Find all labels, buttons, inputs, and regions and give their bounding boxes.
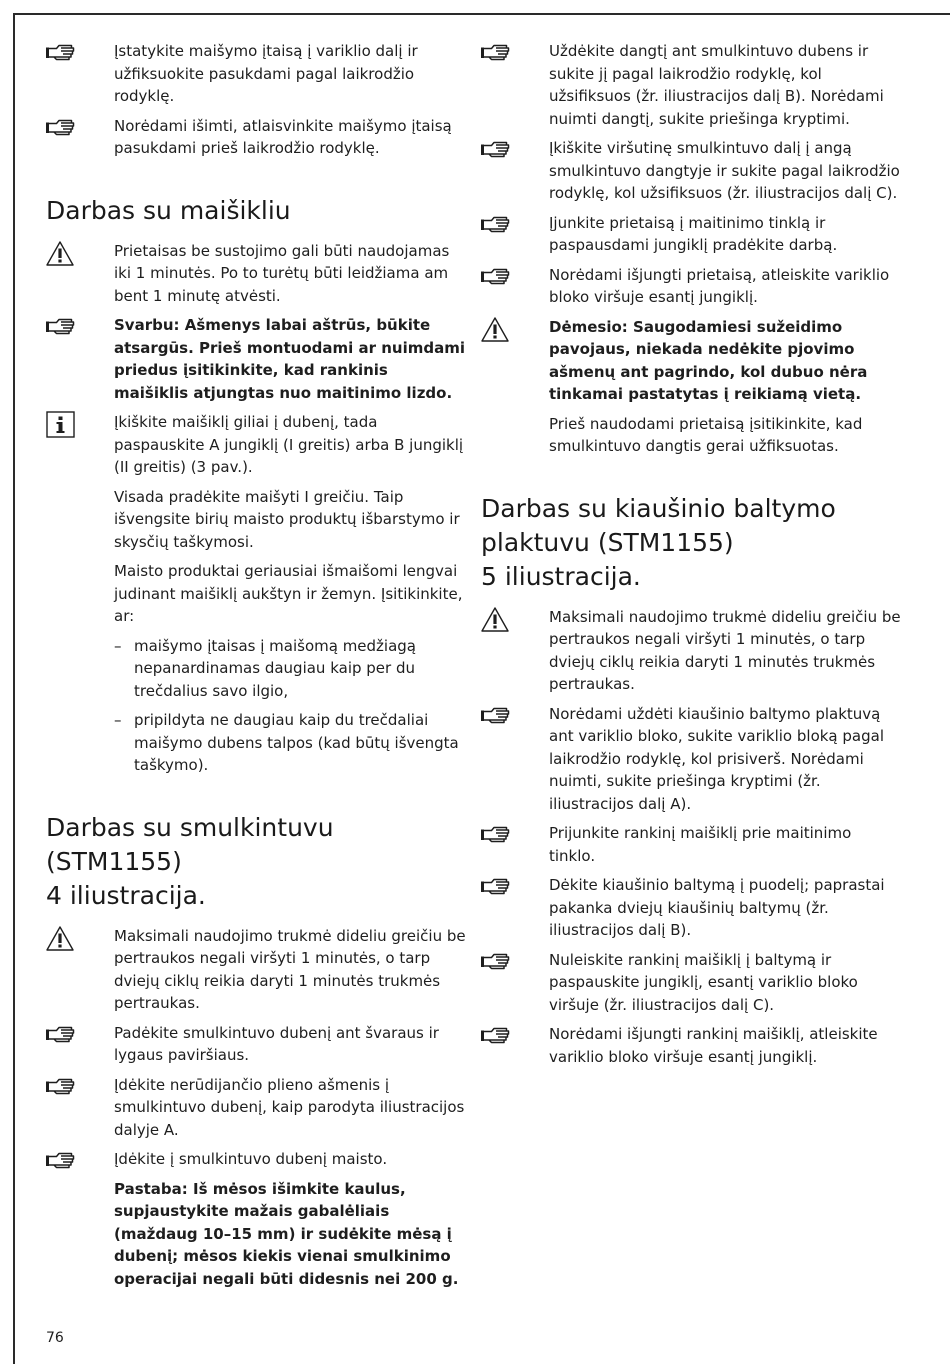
list-item-text: Maksimali naudojimo trukmė dideliu greičiu be pertraukos negali viršyti 1 minutės, o tarp dviejų ciklų reikia daryti 1 minutės trukmės pertraukas. xyxy=(114,926,466,1012)
list-item-text: Dėkite kiaušinio baltymą į puodelį; paprastai pakanka dviejų kiaušinių baltymų (žr. iliustracijos dalį B). xyxy=(549,876,885,939)
list-item xyxy=(481,212,901,257)
warning-triangle-icon xyxy=(481,316,509,343)
pointing-hand-icon xyxy=(46,1150,76,1172)
list-item xyxy=(46,1074,466,1142)
warning-triangle-icon xyxy=(481,606,509,633)
list-item-text: Įdėkite į smulkintuvo dubenį maisto. xyxy=(114,1150,388,1168)
pointing-hand-icon xyxy=(46,1024,76,1046)
list-item xyxy=(46,314,466,404)
left-column xyxy=(46,40,466,1297)
list-item xyxy=(46,40,466,108)
list-item xyxy=(481,264,901,309)
list-item xyxy=(481,606,901,696)
list-item xyxy=(481,949,901,1017)
warning-triangle-icon xyxy=(46,925,74,952)
section-title-line: Darbas su kiaušinio baltymo xyxy=(481,493,836,523)
pointing-hand-icon xyxy=(481,951,511,973)
pointing-hand-icon xyxy=(481,214,511,236)
list-item-text: Uždėkite dangtį ant smulkintuvo dubens ir sukite jį pagal laikrodžio rodyklę, kol užsifiksuos (žr. iliustracijos dalį B). Norėdami nuimti dangtį, sukite priešinga kryptimi. xyxy=(549,42,884,128)
list-item-text: Įjunkite prietaisą į maitinimo tinklą ir paspausdami jungiklį pradėkite darbą. xyxy=(549,213,838,254)
section-title-line: Darbas su smulkintuvu (STM1155) xyxy=(46,812,334,876)
list-item xyxy=(46,115,466,160)
whisk-list xyxy=(481,606,901,1069)
mixer-paragraph-1: Visada pradėkite maišyti I greičiu. Taip išvengsite birių maisto produktų išbarstymo ir skysčių taškymosi. xyxy=(114,487,460,551)
warning-triangle-icon xyxy=(46,240,74,267)
list-item xyxy=(481,316,901,406)
list-item xyxy=(481,137,901,205)
dash-item-text: maišymo įtaisas į maišomą medžiagą nepanardinamas daugiau kaip per du trečdalius savo ilgio, xyxy=(134,636,416,700)
list-item-text: Įkiškite maišiklį giliai į dubenį, tada paspauskite A jungiklį (I greitis) arba B jungiklį (II greitis) (3 pav.). xyxy=(114,413,464,476)
dash-item-text: pripildyta ne daugiau kaip du trečdaliai maišymo dubens talpos (kad būtų išvengta taškymo). xyxy=(134,711,459,774)
list-item-text: Norėdami išjungti rankinį maišiklį, atleiskite variklio bloko viršuje esantį jungiklį. xyxy=(549,1025,878,1066)
pointing-hand-icon xyxy=(46,42,76,64)
list-item-text: Įdėkite nerūdijančio plieno ašmenis į smulkintuvo dubenį, kaip parodyta iliustracijos dalyje A. xyxy=(114,1075,465,1139)
list-item xyxy=(481,822,901,867)
section-title-line: 4 iliustracija. xyxy=(46,880,206,910)
list-item-text: Įstatykite maišymo įtaisą į variklio dalį ir užfiksuokite pasukdami pagal laikrodžio rodyklę. xyxy=(114,42,418,105)
chopper-check-paragraph: Prieš naudodami prietaisą įsitikinkite, kad smulkintuvo dangtis gerai užfiksuotas. xyxy=(549,414,863,455)
list-item xyxy=(46,1148,466,1171)
section-title-whisk xyxy=(481,492,901,594)
list-item-text: Padėkite smulkintuvo dubenį ant švaraus ir lygaus paviršiaus. xyxy=(114,1023,439,1064)
pointing-hand-icon xyxy=(481,139,511,161)
page-frame-top xyxy=(13,13,950,15)
mixer-paragraph-2: Maisto produktai geriausiai išmaišomi lengvai judinant maišiklį aukštyn ir žemyn. Įsitikinkite, ar: xyxy=(114,562,463,625)
list-item-text: Norėdami išjungti prietaisą, atleiskite variklio bloko viršuje esantį jungiklį. xyxy=(549,265,890,306)
pointing-hand-icon xyxy=(46,117,76,139)
list-item xyxy=(46,411,466,479)
dash-item-2 xyxy=(46,709,466,777)
list-item-text: Norėdami išimti, atlaisvinkite maišymo įtaisą pasukdami prieš laikrodžio rodyklę. xyxy=(114,116,452,157)
list-item-text: Norėdami uždėti kiaušinio baltymo plaktuvą ant variklio bloko, sukite variklio bloką pagal laikrodžio rodyklę, kol prisiverš. Norėdami nuimti, sukite priešinga kryptimi (žr. iliustracijos dalį A). xyxy=(549,704,884,813)
list-item-text: Svarbu: Ašmenys labai aštrūs, būkite atsargūs. Prieš montuodami ar nuimdami priedus įsitikinkite, kad rankinis maišiklis atjungtas nuo maitinimo lizdo. xyxy=(114,316,465,402)
section-title-line: 5 iliustracija. xyxy=(481,561,641,591)
list-item-text: Prietaisas be sustojimo gali būti naudojamas iki 1 minutės. Po to turėtų būti leidžiama am bent 1 minutę atvėsti. xyxy=(114,241,450,305)
list-item xyxy=(46,1022,466,1067)
list-item xyxy=(481,874,901,942)
list-item xyxy=(46,240,466,308)
page-frame-left xyxy=(13,13,15,1364)
pointing-hand-icon xyxy=(481,824,511,846)
intro-list xyxy=(46,40,466,160)
pointing-hand-icon xyxy=(481,42,511,64)
section-title-mixer: Darbas su maišikliu xyxy=(46,195,291,225)
pointing-hand-icon xyxy=(481,705,511,727)
list-item-text: Dėmesio: Saugodamiesi sužeidimo pavojaus, niekada nedėkite pjovimo ašmenų ant pagrindo, kol dubuo nėra tinkamai pastatytas į reikiamą vietą. xyxy=(549,317,868,403)
list-item xyxy=(481,40,901,130)
list-item-text: Prijunkite rankinį maišiklį prie maitinimo tinklo. xyxy=(549,824,852,865)
pointing-hand-icon xyxy=(46,1076,76,1098)
mixer-list xyxy=(46,240,466,479)
pointing-hand-icon xyxy=(481,266,511,288)
pointing-hand-icon xyxy=(481,876,511,898)
list-item xyxy=(481,1023,901,1068)
info-icon xyxy=(46,411,76,439)
list-item xyxy=(46,925,466,1015)
pointing-hand-icon xyxy=(46,316,76,338)
pointing-hand-icon xyxy=(481,1025,511,1047)
section-title-line: plaktuvu (STM1155) xyxy=(481,527,734,557)
chopper-continued-list xyxy=(481,40,901,406)
chopper-note: Pastaba: Iš mėsos išimkite kaulus, supjaustykite mažais gabalėliais (maždaug 10–15 mm) ir sudėkite mėsą į dubenį; mėsos kiekis vienai smulkinimo operacijai negali būti didesnis nei 200 g. xyxy=(114,1179,459,1288)
section-title-chopper xyxy=(46,811,466,913)
chopper-list xyxy=(46,925,466,1171)
list-item-text: Maksimali naudojimo trukmė dideliu greičiu be pertraukos negali viršyti 1 minutės, o tarp dviejų ciklų reikia daryti 1 minutės trukmės pertraukas. xyxy=(549,607,901,693)
list-item-text: Įkiškite viršutinę smulkintuvo dalį į angą smulkintuvo dangtyje ir sukite pagal laikrodžio rodyklę, kol užsifiksuos (žr. iliustracijos dalį C). xyxy=(549,139,900,202)
page-number: 76 xyxy=(46,1330,64,1346)
right-column xyxy=(481,40,901,1075)
list-item-text: Nuleiskite rankinį maišiklį į baltymą ir paspauskite jungiklį, esantį variklio bloko viršuje (žr. iliustracijos dalį C). xyxy=(549,950,858,1014)
dash-item-1 xyxy=(46,635,466,703)
dash-mark: – xyxy=(114,636,122,655)
list-item xyxy=(481,703,901,816)
dash-mark: – xyxy=(114,711,122,729)
